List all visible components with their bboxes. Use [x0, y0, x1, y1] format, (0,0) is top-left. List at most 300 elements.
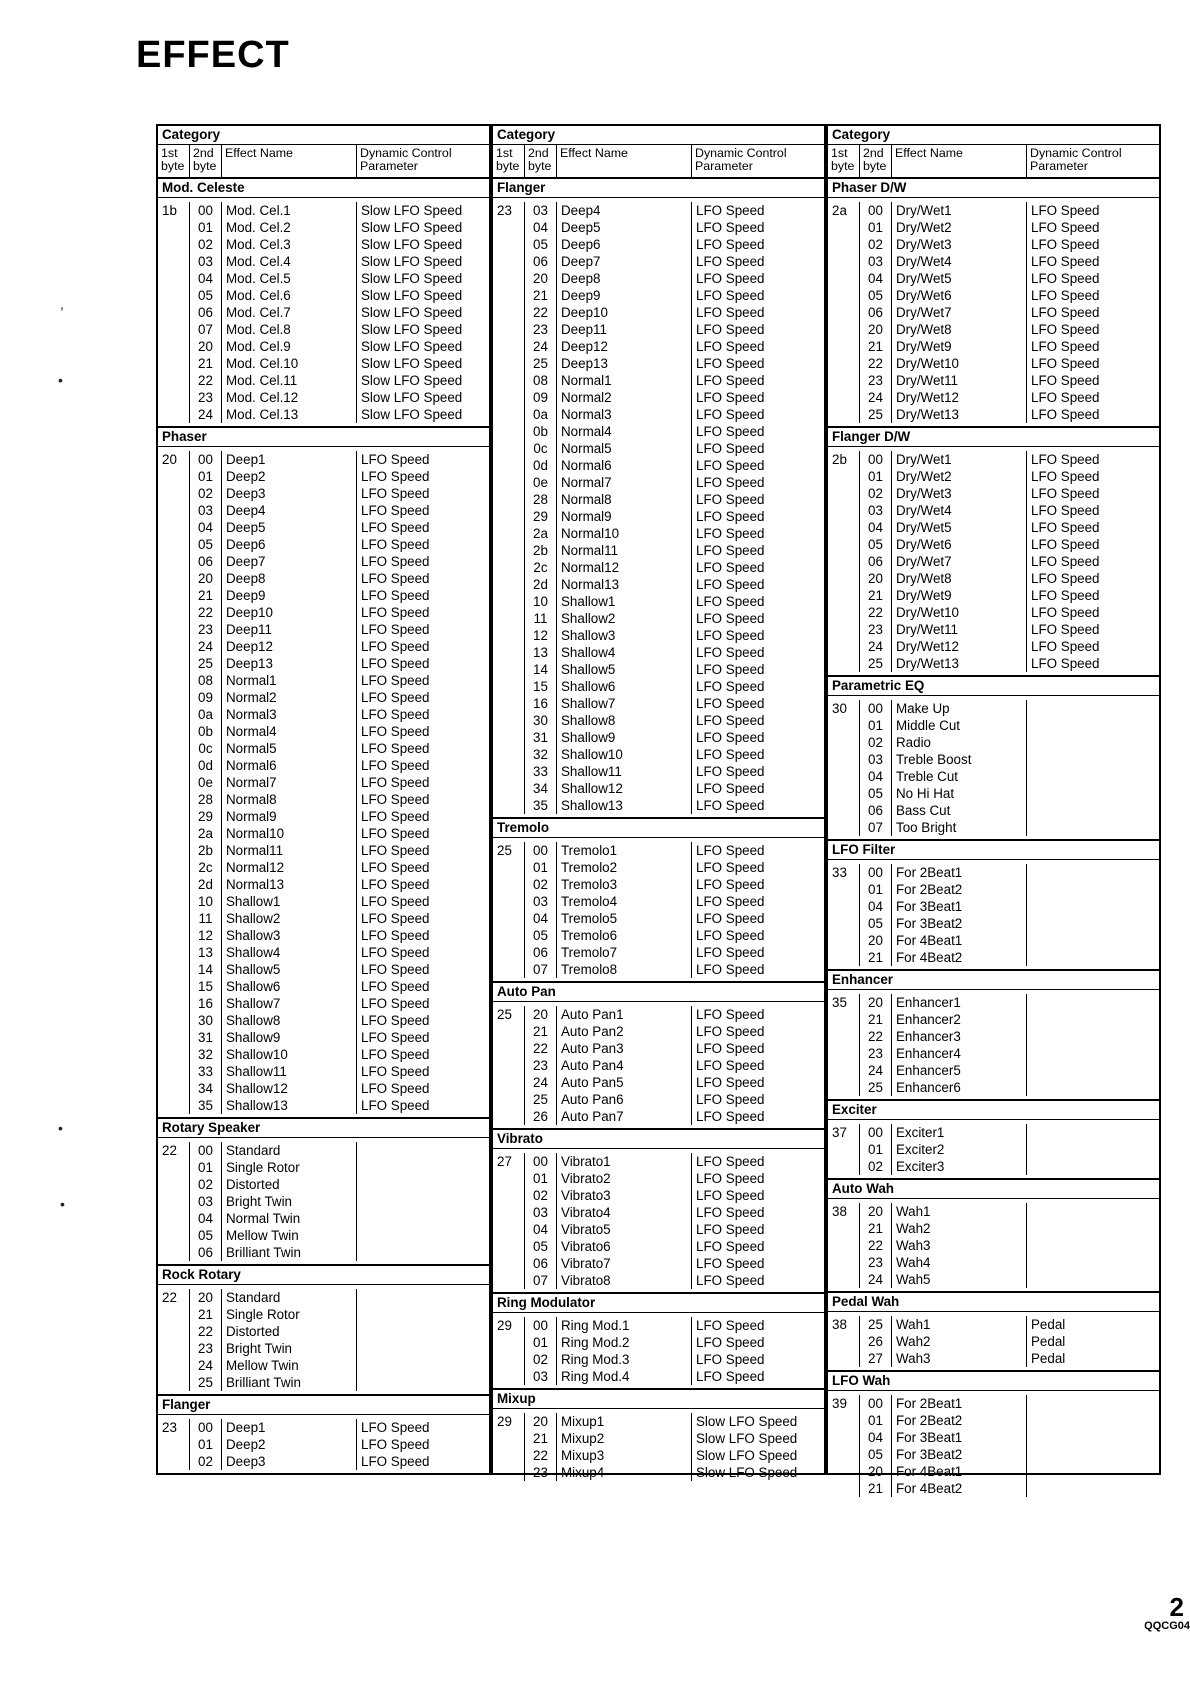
effect-name: Ring Mod.3: [561, 1352, 630, 1367]
effect-name-cells: [222, 202, 357, 423]
first-byte-cell: [828, 451, 860, 672]
dynamic-param-header: Dynamic Control Parameter: [360, 146, 452, 173]
effect-name: Tremolo6: [561, 928, 618, 943]
second-byte-value: 24: [868, 639, 883, 654]
dynamic-param: LFO Speed: [1031, 339, 1100, 354]
second-byte-cells: [860, 202, 892, 423]
second-byte-cells: [525, 1006, 557, 1125]
second-byte-value: 22: [198, 1324, 213, 1339]
effect-name: Auto Pan4: [561, 1058, 624, 1073]
dynamic-param-cells: [357, 1419, 489, 1470]
dynamic-param: [361, 1289, 485, 1306]
category-label: Category: [158, 126, 489, 145]
dynamic-param: LFO Speed: [696, 911, 765, 926]
category-section: [493, 179, 824, 819]
second-byte-value: 22: [868, 1238, 883, 1253]
dynamic-param: LFO Speed: [696, 424, 765, 439]
second-byte-value: 0b: [533, 424, 548, 439]
second-byte-value: 21: [868, 1221, 883, 1236]
effect-name: Mixup2: [561, 1431, 605, 1446]
second-byte-value: 21: [868, 1012, 883, 1027]
dynamic-param: Slow LFO Speed: [361, 390, 463, 405]
dynamic-param: LFO Speed: [361, 486, 430, 501]
effect-name: Normal11: [561, 543, 619, 558]
effect-name: Enhancer5: [896, 1063, 961, 1078]
category-section: [828, 1101, 1159, 1180]
first-byte-value: 25: [497, 1007, 512, 1022]
dynamic-param: LFO Speed: [361, 843, 430, 858]
dynamic-param: [1031, 768, 1155, 785]
dynamic-param: LFO Speed: [361, 503, 430, 518]
dynamic-param: LFO Speed: [696, 860, 765, 875]
second-byte-cells: [525, 202, 557, 814]
first-byte-value: 33: [832, 865, 847, 880]
dynamic-param-cells: [692, 1006, 824, 1125]
dynamic-param: LFO Speed: [696, 373, 765, 388]
effect-name: Shallow7: [561, 696, 616, 711]
dynamic-param: LFO Speed: [1031, 373, 1100, 388]
dynamic-param: [1031, 802, 1155, 819]
second-byte-value: 04: [533, 911, 548, 926]
effect-name: Ring Mod.2: [561, 1335, 630, 1350]
second-byte-header: 2nd byte: [190, 145, 222, 177]
effect-name: Normal6: [226, 758, 277, 773]
category-title: Flanger: [493, 179, 824, 198]
dynamic-param: [361, 1176, 485, 1193]
dynamic-param: Slow LFO Speed: [361, 322, 463, 337]
effect-name-cells: [557, 1006, 692, 1125]
effect-name: Tremolo8: [561, 962, 618, 977]
scan-mark: •: [58, 372, 63, 388]
effect-name: Middle Cut: [896, 718, 961, 733]
second-byte-value: 09: [533, 390, 548, 405]
dynamic-param: LFO Speed: [696, 322, 765, 337]
category-section: [158, 1396, 489, 1473]
effect-name: Normal7: [561, 475, 612, 490]
dynamic-param-cells: [692, 1413, 824, 1481]
dynamic-param: [1031, 1395, 1155, 1412]
second-byte-value: 05: [198, 1228, 213, 1243]
second-byte-cells: [525, 1413, 557, 1481]
dynamic-param: LFO Speed: [361, 979, 430, 994]
second-byte-header: 2nd byte: [525, 145, 557, 177]
effect-name: Shallow11: [561, 764, 622, 779]
effect-name: Exciter2: [896, 1142, 945, 1157]
effect-name: Deep8: [226, 571, 266, 586]
dynamic-param: LFO Speed: [696, 1318, 765, 1333]
second-byte-value: 34: [533, 781, 548, 796]
second-byte-cells: [190, 1289, 222, 1391]
second-byte-value: 24: [198, 1358, 213, 1373]
dynamic-param: LFO Speed: [696, 356, 765, 371]
second-byte-value: 06: [533, 254, 548, 269]
effect-name: Shallow12: [561, 781, 623, 796]
first-byte-cell: [828, 202, 860, 423]
effect-name: Normal7: [226, 775, 277, 790]
effect-name: Shallow3: [226, 928, 281, 943]
first-byte-cell: [158, 1419, 190, 1470]
dynamic-param: LFO Speed: [696, 203, 765, 218]
effect-name: For 4Beat2: [896, 950, 963, 965]
effect-name: Wah2: [896, 1334, 931, 1349]
second-byte-value: 2b: [198, 843, 213, 858]
second-byte-value: 13: [198, 945, 213, 960]
effect-name: Mod. Cel.9: [226, 339, 291, 354]
second-byte-value: 01: [868, 1413, 883, 1428]
effect-name-header: Effect Name: [892, 145, 1027, 177]
effect-name: Deep7: [561, 254, 601, 269]
effect-name: For 3Beat1: [896, 899, 963, 914]
effect-name-cells: [892, 1316, 1027, 1367]
category-title: Pedal Wah: [828, 1293, 1159, 1312]
effect-name: For 3Beat2: [896, 916, 963, 931]
second-byte-value: 03: [868, 503, 883, 518]
category-section: [828, 677, 1159, 841]
effect-name: Bright Twin: [226, 1194, 292, 1209]
second-byte-value: 01: [198, 220, 213, 235]
effect-name: Deep7: [226, 554, 266, 569]
second-byte-cells: [860, 451, 892, 672]
effect-name: Mellow Twin: [226, 1228, 299, 1243]
effect-name: For 3Beat2: [896, 1447, 963, 1462]
second-byte-value: 23: [868, 1046, 883, 1061]
dynamic-param: LFO Speed: [1031, 605, 1100, 620]
effect-name: Auto Pan5: [561, 1075, 624, 1090]
dynamic-param: [361, 1306, 485, 1323]
effect-name: Auto Pan1: [561, 1007, 624, 1022]
effect-name: Dry/Wet1: [896, 203, 952, 218]
dynamic-param: Pedal: [1031, 1317, 1066, 1332]
second-byte-value: 04: [868, 1430, 883, 1445]
category-section: [828, 971, 1159, 1101]
second-byte-value: 20: [868, 933, 883, 948]
effect-name: Mod. Cel.6: [226, 288, 291, 303]
second-byte-cells: [860, 1203, 892, 1288]
effect-name: Shallow10: [226, 1047, 288, 1062]
second-byte-value: 09: [198, 690, 213, 705]
dynamic-param: Slow LFO Speed: [361, 305, 463, 320]
dynamic-param: LFO Speed: [361, 826, 430, 841]
first-byte-cell: [158, 202, 190, 423]
second-byte-value: 01: [198, 1437, 213, 1452]
dynamic-param: LFO Speed: [696, 271, 765, 286]
effect-name: Normal6: [561, 458, 612, 473]
second-byte-value: 04: [533, 1222, 548, 1237]
category-title: Auto Wah: [828, 1180, 1159, 1199]
second-byte-value: 02: [198, 486, 213, 501]
effect-name: Deep13: [561, 356, 608, 371]
effect-name-cells: [892, 1203, 1027, 1288]
dynamic-param: LFO Speed: [696, 679, 765, 694]
dynamic-param: LFO Speed: [1031, 639, 1100, 654]
category-rows: [493, 1002, 824, 1128]
dynamic-param: LFO Speed: [1031, 407, 1100, 422]
effect-name: Deep4: [561, 203, 601, 218]
second-byte-value: 04: [868, 520, 883, 535]
second-byte-value: 12: [533, 628, 548, 643]
effect-name: Deep6: [226, 537, 266, 552]
second-byte-value: 02: [533, 1188, 548, 1203]
second-byte-value: 21: [533, 288, 548, 303]
dynamic-param: LFO Speed: [1031, 203, 1100, 218]
dynamic-param: LFO Speed: [361, 1064, 430, 1079]
dynamic-param: [361, 1210, 485, 1227]
scan-mark: ,: [60, 296, 64, 312]
dynamic-param: LFO Speed: [696, 662, 765, 677]
dynamic-param: LFO Speed: [696, 1075, 765, 1090]
effect-name: Tremolo1: [561, 843, 618, 858]
dynamic-param: [361, 1193, 485, 1210]
effect-name: Bass Cut: [896, 803, 951, 818]
effect-name: Shallow4: [561, 645, 616, 660]
first-byte-value: 22: [162, 1290, 177, 1305]
dynamic-param-cells: [1027, 1124, 1159, 1175]
second-byte-value: 2b: [533, 543, 548, 558]
effect-name: Shallow10: [561, 747, 623, 762]
effect-name: Wah5: [896, 1272, 931, 1287]
second-byte-value: 06: [198, 554, 213, 569]
effect-name: Dry/Wet7: [896, 554, 952, 569]
dynamic-param: LFO Speed: [696, 475, 765, 490]
second-byte-value: 00: [868, 1125, 883, 1140]
effect-name: Too Bright: [896, 820, 957, 835]
dynamic-param: LFO Speed: [696, 945, 765, 960]
first-byte-cell: [828, 1124, 860, 1175]
effect-name: Auto Pan2: [561, 1024, 624, 1039]
dynamic-param: LFO Speed: [696, 1007, 765, 1022]
category-section: [828, 428, 1159, 677]
dynamic-param: LFO Speed: [696, 305, 765, 320]
effect-name: Tremolo3: [561, 877, 618, 892]
second-byte-value: 04: [198, 271, 213, 286]
dynamic-param: LFO Speed: [361, 520, 430, 535]
dynamic-param: LFO Speed: [361, 452, 430, 467]
second-byte-value: 01: [198, 469, 213, 484]
second-byte-value: 03: [868, 752, 883, 767]
dynamic-param: LFO Speed: [361, 996, 430, 1011]
second-byte-value: 21: [868, 339, 883, 354]
effect-name: Shallow9: [561, 730, 616, 745]
second-byte-cells: [860, 864, 892, 966]
first-byte-cell: [828, 1395, 860, 1497]
second-byte-value: 23: [533, 1058, 548, 1073]
effect-name: Normal8: [226, 792, 277, 807]
second-byte-value: 01: [868, 718, 883, 733]
dynamic-param-header: Dynamic Control Parameter: [1030, 146, 1122, 173]
column-header: [493, 126, 824, 179]
dynamic-param: LFO Speed: [1031, 237, 1100, 252]
dynamic-param: LFO Speed: [361, 962, 430, 977]
dynamic-param: LFO Speed: [361, 911, 430, 926]
first-byte-value: 2b: [832, 452, 847, 467]
effect-name: Exciter1: [896, 1125, 945, 1140]
dynamic-param-cells: [357, 1142, 489, 1261]
first-byte-cell: [493, 202, 525, 814]
second-byte-value: 0e: [533, 475, 548, 490]
dynamic-param-cells: [357, 451, 489, 1114]
effect-name-cells: [557, 1153, 692, 1289]
second-byte-value: 16: [533, 696, 548, 711]
dynamic-param: LFO Speed: [696, 220, 765, 235]
effect-name: Tremolo5: [561, 911, 618, 926]
dynamic-param: LFO Speed: [1031, 520, 1100, 535]
effect-name: Deep4: [226, 503, 266, 518]
second-byte-value: 04: [868, 769, 883, 784]
dynamic-param: LFO Speed: [361, 809, 430, 824]
second-byte-value: 0d: [198, 758, 213, 773]
second-byte-value: 20: [198, 1290, 213, 1305]
dynamic-param: LFO Speed: [696, 1041, 765, 1056]
dynamic-param: LFO Speed: [696, 628, 765, 643]
second-byte-value: 00: [533, 1154, 548, 1169]
second-byte-value: 30: [198, 1013, 213, 1028]
effect-name: Treble Boost: [896, 752, 972, 767]
second-byte-value: 00: [533, 1318, 548, 1333]
effect-name: Mellow Twin: [226, 1358, 299, 1373]
second-byte-value: 16: [198, 996, 213, 1011]
second-byte-value: 0a: [198, 707, 213, 722]
effect-name-cells: [892, 451, 1027, 672]
effect-name: Shallow5: [561, 662, 616, 677]
effect-name: Shallow5: [226, 962, 281, 977]
category-section: [493, 1294, 824, 1390]
document-code: QQCG04: [1144, 1620, 1190, 1632]
dynamic-param: Slow LFO Speed: [696, 1465, 798, 1480]
dynamic-param: [1031, 1158, 1155, 1175]
second-byte-cells: [525, 842, 557, 978]
first-byte-cell: [493, 1153, 525, 1289]
effect-name: Bright Twin: [226, 1341, 292, 1356]
second-byte-value: 02: [868, 1159, 883, 1174]
dynamic-param: LFO Speed: [361, 1420, 430, 1435]
page-number: 2: [1169, 1592, 1184, 1622]
effect-name: Normal2: [226, 690, 277, 705]
second-byte-value: 25: [868, 1080, 883, 1095]
dynamic-param: LFO Speed: [696, 928, 765, 943]
effect-name: Auto Pan6: [561, 1092, 624, 1107]
second-byte-value: 04: [198, 1211, 213, 1226]
effect-name: Normal1: [561, 373, 612, 388]
dynamic-param: LFO Speed: [696, 1335, 765, 1350]
dynamic-param: Slow LFO Speed: [361, 203, 463, 218]
dynamic-param: LFO Speed: [1031, 390, 1100, 405]
second-byte-value: 01: [868, 220, 883, 235]
dynamic-param: LFO Speed: [361, 1098, 430, 1113]
effect-name: For 2Beat2: [896, 882, 963, 897]
effect-name: Shallow9: [226, 1030, 281, 1045]
effect-name: Dry/Wet9: [896, 339, 952, 354]
effect-name: Dry/Wet5: [896, 271, 952, 286]
dynamic-param: LFO Speed: [1031, 486, 1100, 501]
dynamic-param: Pedal: [1031, 1351, 1066, 1366]
effect-name: Treble Cut: [896, 769, 959, 784]
category-label: Category: [828, 126, 1159, 145]
second-byte-value: 20: [868, 1464, 883, 1479]
second-byte-cells: [860, 1124, 892, 1175]
dynamic-param: LFO Speed: [1031, 622, 1100, 637]
effect-name: Normal3: [226, 707, 277, 722]
second-byte-value: 07: [533, 962, 548, 977]
second-byte-value: 13: [533, 645, 548, 660]
dynamic-param: LFO Speed: [696, 1239, 765, 1254]
effect-name: For 4Beat2: [896, 1481, 963, 1496]
first-byte-cell: [493, 1317, 525, 1385]
column-header: [828, 126, 1159, 179]
second-byte-value: 02: [198, 1454, 213, 1469]
second-byte-value: 35: [198, 1098, 213, 1113]
dynamic-param-cells: [692, 1153, 824, 1289]
second-byte-value: 06: [868, 803, 883, 818]
second-byte-value: 23: [868, 622, 883, 637]
dynamic-param: Pedal: [1031, 1334, 1066, 1349]
category-rows: [828, 1312, 1159, 1370]
dynamic-param: LFO Speed: [696, 696, 765, 711]
category-title: Auto Pan: [493, 983, 824, 1002]
second-byte-value: 10: [198, 894, 213, 909]
dynamic-param: LFO Speed: [1031, 656, 1100, 671]
effect-name-cells: [892, 864, 1027, 966]
effect-name: Deep2: [226, 1437, 266, 1452]
effect-name: Deep11: [561, 322, 607, 337]
effect-name: Vibrato3: [561, 1188, 611, 1203]
dynamic-param: LFO Speed: [696, 894, 765, 909]
dynamic-param-cells: [1027, 1395, 1159, 1497]
second-byte-value: 33: [198, 1064, 213, 1079]
first-byte-cell: [493, 1006, 525, 1125]
effect-name: Deep6: [561, 237, 601, 252]
category-title: Parametric EQ: [828, 677, 1159, 696]
effect-name: Enhancer4: [896, 1046, 961, 1061]
dynamic-param: LFO Speed: [361, 758, 430, 773]
dynamic-param: [1031, 1141, 1155, 1158]
effect-name-cells: [222, 1142, 357, 1261]
first-byte-cell: [158, 1142, 190, 1261]
second-byte-value: 20: [868, 322, 883, 337]
effect-name: Deep5: [561, 220, 601, 235]
dynamic-param: LFO Speed: [361, 707, 430, 722]
dynamic-param-cells: [357, 202, 489, 423]
second-byte-value: 05: [868, 288, 883, 303]
second-byte-value: 2a: [198, 826, 213, 841]
dynamic-param: LFO Speed: [361, 1030, 430, 1045]
category-title: Ring Modulator: [493, 1294, 824, 1313]
effect-name: Distorted: [226, 1177, 280, 1192]
effect-table-column-3: [826, 124, 1161, 1496]
second-byte-value: 06: [533, 945, 548, 960]
column-header-row: [493, 145, 824, 177]
effect-name: Dry/Wet13: [896, 407, 960, 422]
dynamic-param: [361, 1227, 485, 1244]
second-byte-value: 06: [198, 305, 213, 320]
second-byte-value: 02: [533, 877, 548, 892]
effect-name: Normal11: [226, 843, 284, 858]
second-byte-cells: [525, 1153, 557, 1289]
second-byte-value: 00: [868, 1396, 883, 1411]
scan-mark: •: [60, 1196, 65, 1212]
second-byte-value: 0d: [533, 458, 548, 473]
category-section: [493, 983, 824, 1130]
second-byte-value: 00: [868, 452, 883, 467]
effect-name: Wah3: [896, 1238, 931, 1253]
effect-name: No Hi Hat: [896, 786, 955, 801]
effect-name: Shallow2: [226, 911, 281, 926]
second-byte-value: 32: [533, 747, 548, 762]
second-byte-value: 05: [198, 537, 213, 552]
category-section: [493, 819, 824, 983]
second-byte-value: 02: [198, 237, 213, 252]
effect-name: Enhancer3: [896, 1029, 961, 1044]
effect-name-cells: [222, 1419, 357, 1470]
